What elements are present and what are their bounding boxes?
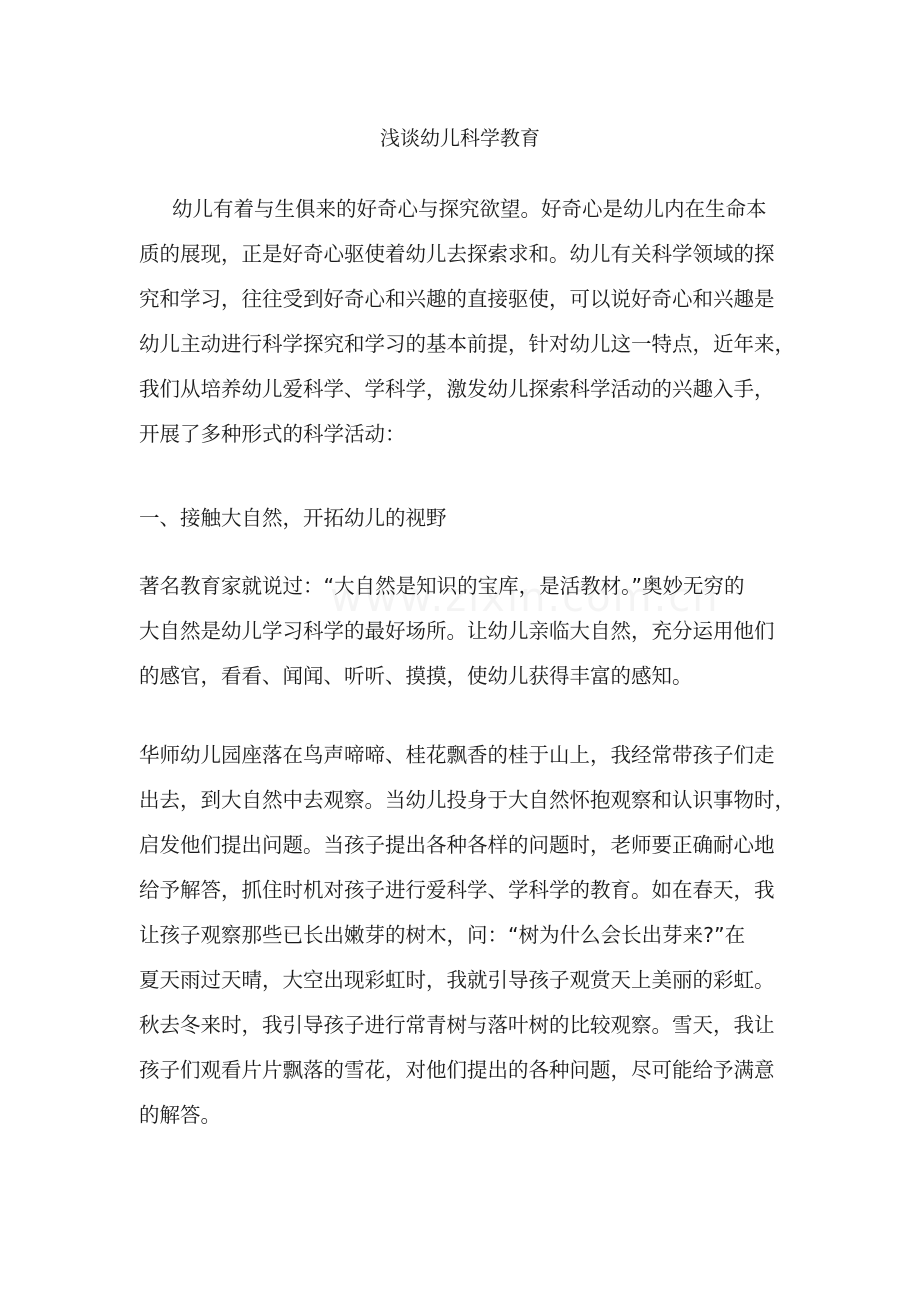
paragraph-line: 出去，到大自然中去观察。当幼儿投身于大自然怀抱观察和认识事物时， — [139, 788, 795, 812]
paragraph-line: 的解答。 — [139, 1103, 221, 1127]
paragraph-line: 孩子们观看片片飘落的雪花，对他们提出的各种问题，尽可能给予满意 — [139, 1058, 775, 1082]
paragraph-line: 启发他们提出问题。当孩子提出各种各样的问题时，老师要正确耐心地 — [139, 833, 775, 857]
paragraph-line: 秋去冬来时，我引导孩子进行常青树与落叶树的比较观察。雪天，我让 — [139, 1013, 775, 1037]
intro-line: 幼儿主动进行科学探究和学习的基本前提，针对幼儿这一特点，近年来， — [139, 332, 795, 356]
intro-line: 开展了多种形式的科学活动： — [139, 422, 406, 446]
document-title: 浅谈幼儿科学教育 — [380, 126, 540, 150]
intro-line: 究和学习，往往受到好奇心和兴趣的直接驱使，可以说好奇心和兴趣是 — [139, 287, 775, 311]
paragraph-line: 大自然是幼儿学习科学的最好场所。让幼儿亲临大自然，充分运用他们 — [139, 619, 775, 643]
paragraph-line: 华师幼儿园座落在鸟声啼啼、桂花飘香的桂于山上，我经常带孩子们走 — [139, 743, 775, 767]
paragraph-line: 的感官，看看、闻闻、听听、摸摸，使幼儿获得丰富的感知。 — [139, 664, 693, 688]
paragraph-line: 著名教育家就说过：“大自然是知识的宝库，是活教材。”奥妙无穷的 — [139, 574, 745, 598]
paragraph-line: 让孩子观察那些已长出嫩芽的树木，问：“树为什么会长出芽来?”在 — [139, 923, 746, 947]
paragraph-line: 夏天雨过天晴，大空出现彩虹时，我就引导孩子观赏天上美丽的彩虹。 — [139, 968, 775, 992]
intro-line: 我们从培养幼儿爱科学、学科学，激发幼儿探索科学活动的兴趣入手， — [139, 377, 775, 401]
intro-line: 质的展现，正是好奇心驱使着幼儿去探索求和。幼儿有关科学领域的探 — [139, 242, 775, 266]
intro-line: 幼儿有着与生俱来的好奇心与探究欲望。好奇心是幼儿内在生命本 — [172, 197, 767, 221]
paragraph-line: 给予解答，抓住时机对孩子进行爱科学、学科学的教育。如在春天，我 — [139, 878, 775, 902]
section-heading: 一、接触大自然，开拓幼儿的视野 — [139, 506, 447, 530]
